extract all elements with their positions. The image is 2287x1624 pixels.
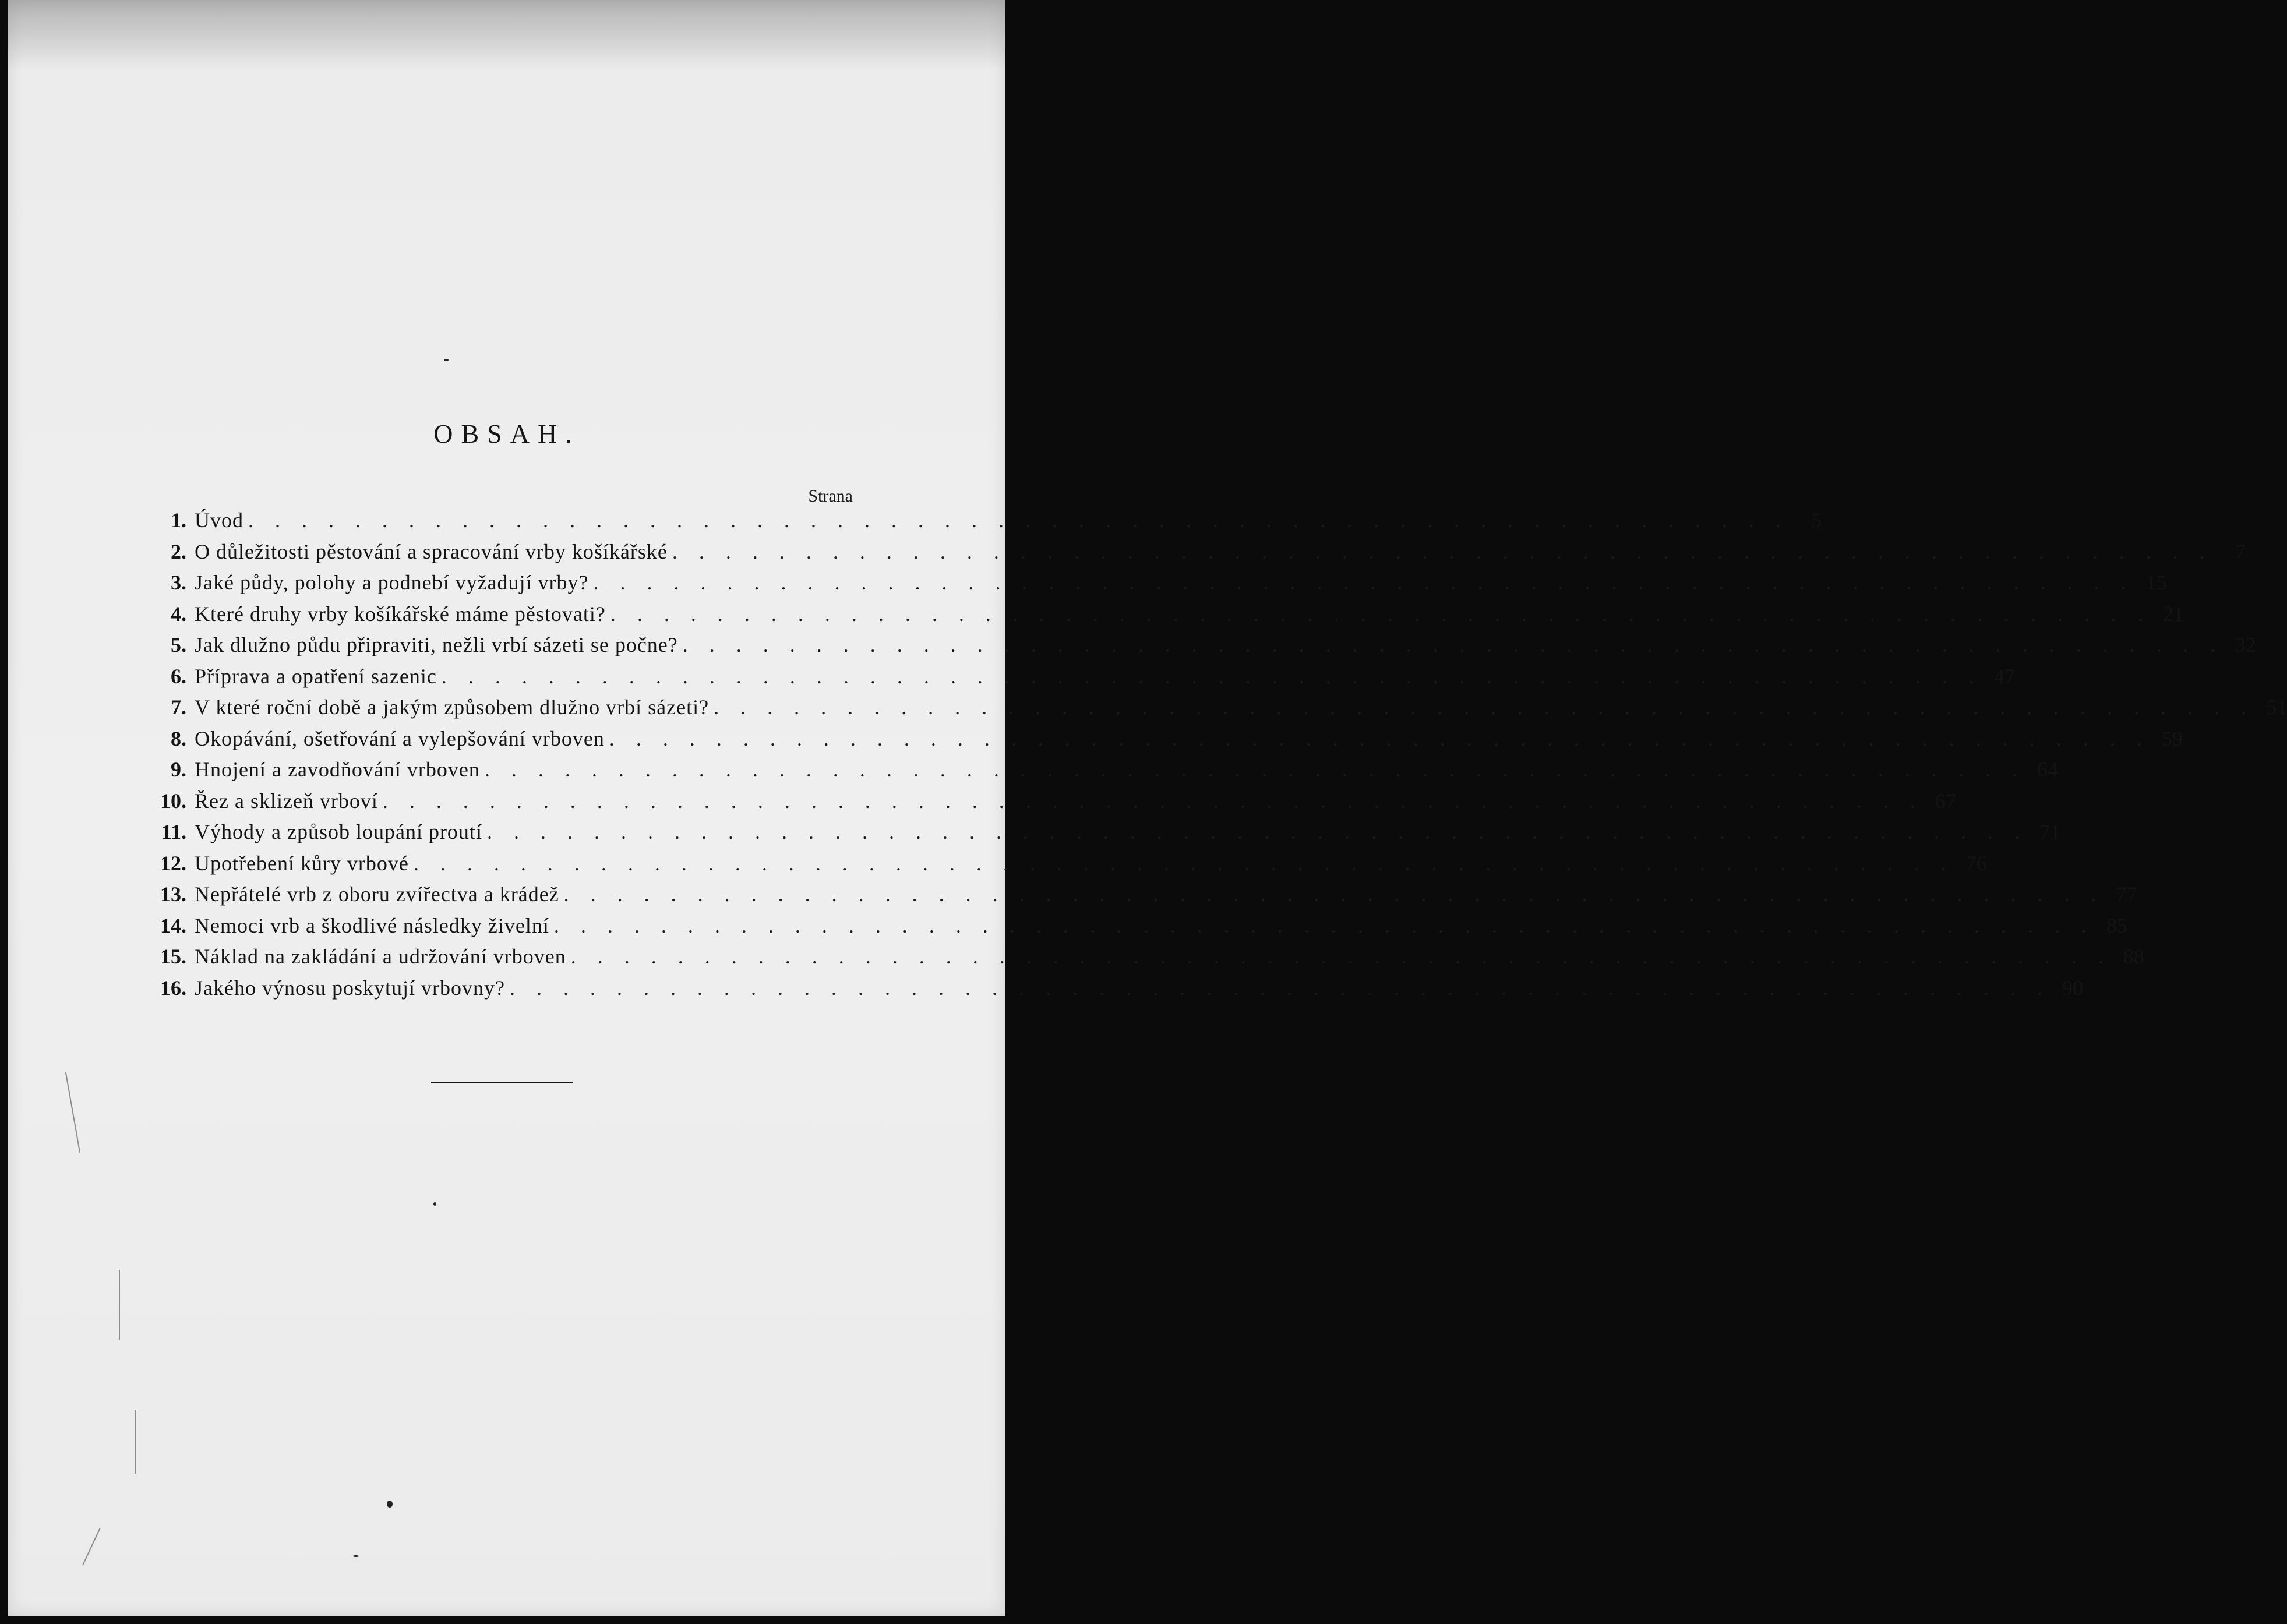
dot-leader: . . . . . . . . . . . . . . . . . . . . . . . . . . . . . . . . . . . . . . . . . . . . . . . . . . . . . . . . . . bbox=[672, 539, 2213, 563]
entry-title: Úvod bbox=[195, 509, 243, 532]
toc-entry bbox=[141, 508, 1822, 539]
toc-entry bbox=[141, 695, 2287, 726]
entry-title: O důležitosti pěstování a spracování vrby košíkářské bbox=[195, 539, 668, 563]
entry-title: Které druhy vrby košíkářské máme pěstovati? bbox=[195, 602, 606, 626]
entry-number: 3. bbox=[171, 571, 186, 594]
ink-speck bbox=[433, 1202, 436, 1206]
entry-page: 47 bbox=[1993, 664, 2015, 688]
entry-number: 9. bbox=[171, 758, 186, 781]
entry-page: 85 bbox=[2106, 913, 2127, 937]
entry-number: 4. bbox=[171, 602, 186, 626]
entry-number: 15. bbox=[160, 945, 186, 968]
entry-page: 32 bbox=[2235, 633, 2256, 656]
entry-title: Jakého výnosu poskytují vrbovny? bbox=[195, 976, 505, 1000]
entry-page: 88 bbox=[2123, 945, 2144, 968]
entry-number: 8. bbox=[171, 726, 186, 750]
entry-page: 21 bbox=[2162, 602, 2184, 626]
entry-title: Náklad na zakládání a udržování vrboven bbox=[195, 945, 566, 968]
table-of-contents bbox=[141, 508, 2287, 1007]
toc-entry bbox=[141, 539, 2246, 571]
toc-entry bbox=[141, 789, 1956, 820]
dot-leader: . . . . . . . . . . . . . . . . . . . . . . . . . . . . . . . . . . . . . . . . . . . . . . . . . . . . . . . . . . bbox=[486, 820, 2028, 843]
entry-number: 14. bbox=[160, 913, 186, 937]
entry-number: 2. bbox=[171, 539, 186, 563]
entry-page: 7 bbox=[2235, 539, 2246, 563]
dot-leader: . . . . . . . . . . . . . . . . . . . . . . . . . . . . . . . . . . . . . . . . . . . . . . . . . . . . . . . . . . bbox=[382, 789, 1924, 813]
scan-scratch bbox=[119, 1270, 120, 1340]
entry-title: Jaké půdy, polohy a podnebí vyžadují vrby? bbox=[195, 571, 589, 594]
ink-speck bbox=[353, 1555, 359, 1557]
toc-entry bbox=[141, 726, 2183, 758]
entry-number: 13. bbox=[160, 882, 186, 906]
entry-title: Výhody a způsob loupání proutí bbox=[195, 820, 482, 843]
dot-leader: . . . . . . . . . . . . . . . . . . . . . . . . . . . . . . . . . . . . . . . . . . . . . . . . . . . . . . . . . . bbox=[441, 664, 1982, 688]
toc-entry bbox=[141, 913, 2127, 945]
entry-title: Nemoci vrb a škodlivé následky živelní bbox=[195, 913, 549, 937]
divider-rule bbox=[431, 1082, 573, 1083]
toc-entry bbox=[141, 882, 2137, 913]
toc-entry bbox=[141, 664, 2015, 696]
entry-number: 11. bbox=[161, 820, 186, 843]
dot-leader: . . . . . . . . . . . . . . . . . . . . . . . . . . . . . . . . . . . . . . . . . . . . . . . . . . . . . . . . . . bbox=[248, 509, 1789, 532]
toc-entry bbox=[141, 602, 2184, 633]
dot-leader: . . . . . . . . . . . . . . . . . . . . . . . . . . . . . . . . . . . . . . . . . . . . . . . . . . . . . . . . . . bbox=[609, 726, 2150, 750]
entry-number: 7. bbox=[171, 696, 186, 719]
entry-page: 76 bbox=[1965, 851, 1987, 875]
toc-entry bbox=[141, 976, 2083, 1007]
entry-page: 71 bbox=[2039, 820, 2060, 843]
entry-page: 51 bbox=[2266, 696, 2287, 719]
entry-number: 16. bbox=[160, 976, 186, 1000]
dot-leader: . . . . . . . . . . . . . . . . . . . . . . . . . . . . . . . . . . . . . . . . . . . . . . . . . . . . . . . . . . bbox=[610, 602, 2151, 626]
book-page bbox=[8, 0, 2287, 1616]
toc-entry bbox=[141, 944, 2144, 976]
entry-page: 77 bbox=[2116, 882, 2137, 906]
entry-title: Příprava a opatření sazenic bbox=[195, 664, 437, 688]
entry-title: Jak dlužno půdu připraviti, nežli vrbí sázeti se počne? bbox=[195, 633, 678, 656]
dot-leader: . . . . . . . . . . . . . . . . . . . . . . . . . . . . . . . . . . . . . . . . . . . . . . . . . . . . . . . . . . bbox=[509, 976, 2050, 1000]
entry-number: 6. bbox=[171, 664, 186, 688]
scan-scratch bbox=[65, 1072, 80, 1153]
entry-title: V které roční době a jakým způsobem dlužno vrbí sázeti? bbox=[195, 696, 710, 719]
toc-entry bbox=[141, 633, 2256, 664]
entry-number: 5. bbox=[171, 633, 186, 656]
ink-speck bbox=[444, 359, 449, 361]
entry-title: Řez a sklizeň vrboví bbox=[195, 789, 378, 813]
ink-speck bbox=[387, 1501, 393, 1508]
page-title: OBSAH. bbox=[433, 419, 580, 449]
dot-leader: . . . . . . . . . . . . . . . . . . . . . . . . . . . . . . . . . . . . . . . . . . . . . . . . . . . . . . . . . . bbox=[570, 945, 2112, 968]
page-column-label: Strana bbox=[808, 486, 853, 506]
entry-page: 59 bbox=[2161, 726, 2183, 750]
entry-title: Hnojení a zavodňování vrboven bbox=[195, 758, 480, 781]
scan-smudge bbox=[8, 0, 1005, 70]
entry-number: 1. bbox=[171, 509, 186, 532]
dot-leader: . . . . . . . . . . . . . . . . . . . . . . . . . . . . . . . . . . . . . . . . . . . . . . . . . . . . . . . . . . bbox=[682, 633, 2224, 656]
entry-number: 10. bbox=[160, 789, 186, 813]
toc-entry bbox=[141, 820, 2060, 851]
dot-leader: . . . . . . . . . . . . . . . . . . . . . . . . . . . . . . . . . . . . . . . . . . . . . . . . . . . . . . . . . . bbox=[563, 882, 2105, 906]
entry-title: Upotřebení kůry vrbové bbox=[195, 851, 409, 875]
toc-entry bbox=[141, 851, 1987, 882]
entry-page: 67 bbox=[1935, 789, 1956, 813]
dot-leader: . . . . . . . . . . . . . . . . . . . . . . . . . . . . . . . . . . . . . . . . . . . . . . . . . . . . . . . . . . bbox=[413, 851, 1954, 875]
scan-scratch bbox=[82, 1528, 100, 1565]
dot-leader: . . . . . . . . . . . . . . . . . . . . . . . . . . . . . . . . . . . . . . . . . . . . . . . . . . . . . . . . . . bbox=[484, 758, 2025, 781]
entry-number: 12. bbox=[160, 851, 186, 875]
dot-leader: . . . . . . . . . . . . . . . . . . . . . . . . . . . . . . . . . . . . . . . . . . . . . . . . . . . . . . . . . . bbox=[553, 913, 2095, 937]
dot-leader: . . . . . . . . . . . . . . . . . . . . . . . . . . . . . . . . . . . . . . . . . . . . . . . . . . . . . . . . . . bbox=[593, 571, 2134, 594]
toc-entry bbox=[141, 757, 2058, 789]
entry-title: Okopávání, ošetřování a vylepšování vrboven bbox=[195, 726, 605, 750]
toc-entry bbox=[141, 570, 2167, 602]
entry-page: 90 bbox=[2062, 976, 2083, 1000]
entry-page: 64 bbox=[2037, 758, 2058, 781]
entry-page: 5 bbox=[1811, 509, 1822, 532]
scan-scratch bbox=[135, 1410, 136, 1474]
entry-page: 15 bbox=[2145, 571, 2167, 594]
dot-leader: . . . . . . . . . . . . . . . . . . . . . . . . . . . . . . . . . . . . . . . . . . . . . . . . . . . . . . . . . . bbox=[714, 696, 2255, 719]
entry-title: Nepřátelé vrb z oboru zvířectva a krádež bbox=[195, 882, 559, 906]
